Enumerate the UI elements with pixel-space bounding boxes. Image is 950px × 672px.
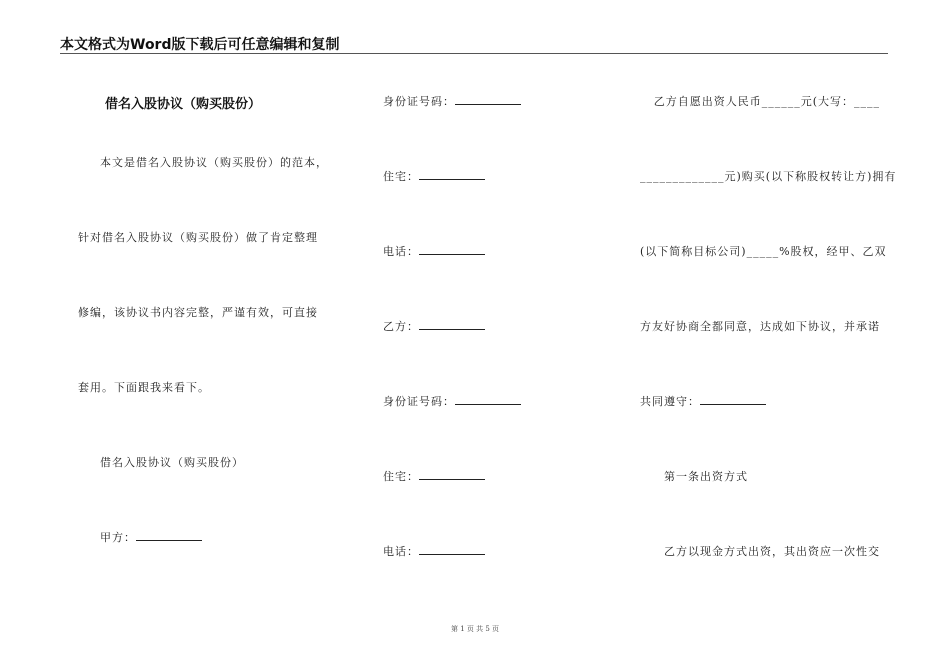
page-footer: 第 1 页 共 5 页 — [450, 625, 500, 633]
id-number-blank-1 — [455, 94, 521, 105]
party-a-field — [100, 529, 202, 545]
address-blank-2 — [419, 469, 485, 480]
party-b-field — [383, 318, 485, 334]
col1-line-1: 本文是借名入股协议（购买股份）的范本， — [100, 156, 328, 169]
party-a-blank — [136, 530, 202, 541]
col1-line-2: 针对借名入股协议（购买股份）做了肯定整理 — [78, 231, 318, 244]
phone-field-2 — [383, 543, 485, 559]
id-number-label-1: 身份证号码： — [383, 95, 455, 108]
phone-blank-2 — [419, 544, 485, 555]
party-b-blank — [419, 319, 485, 330]
party-a-label: 甲方： — [100, 531, 136, 544]
col3-line-6: 乙方以现金方式出资，其出资应一次性交 — [664, 545, 880, 558]
id-number-field-2 — [383, 393, 521, 409]
col3-line-4: 方友好协商全都同意，达成如下协议，并承诺 — [640, 320, 880, 333]
address-label-2: 住宅： — [383, 470, 419, 483]
address-field-1 — [383, 168, 485, 184]
phone-blank-1 — [419, 244, 485, 255]
col1-line-3: 修编，该协议书内容完整，严谨有效，可直接 — [78, 306, 318, 319]
col1-line-5: 借名入股协议（购买股份） — [100, 456, 244, 469]
article-1-heading: 第一条出资方式 — [664, 470, 748, 483]
phone-field-1 — [383, 243, 485, 259]
compliance-field — [640, 393, 766, 409]
header-title: 本文格式为Word版下载后可任意编辑和复制 — [60, 37, 340, 53]
compliance-blank — [700, 394, 766, 405]
document-title: 借名入股协议（购买股份） — [105, 97, 262, 112]
id-number-field-1 — [383, 93, 521, 109]
header-divider — [60, 53, 888, 54]
address-blank-1 — [419, 169, 485, 180]
party-b-label: 乙方： — [383, 320, 419, 333]
address-field-2 — [383, 468, 485, 484]
address-label-1: 住宅： — [383, 170, 419, 183]
phone-label-1: 电话： — [383, 245, 419, 258]
id-number-blank-2 — [455, 394, 521, 405]
phone-label-2: 电话： — [383, 545, 419, 558]
col3-line-3: (以下简称目标公司)_____%股权，经甲、乙双 — [640, 245, 887, 258]
col3-line-2: _____________元)购买(以下称股权转让方)拥有 — [640, 170, 897, 183]
compliance-label: 共同遵守： — [640, 395, 700, 408]
id-number-label-2: 身份证号码： — [383, 395, 455, 408]
col1-line-4: 套用。下面跟我来看下。 — [78, 381, 210, 394]
col3-line-1: 乙方自愿出资人民币______元(大写：____ — [653, 95, 880, 108]
